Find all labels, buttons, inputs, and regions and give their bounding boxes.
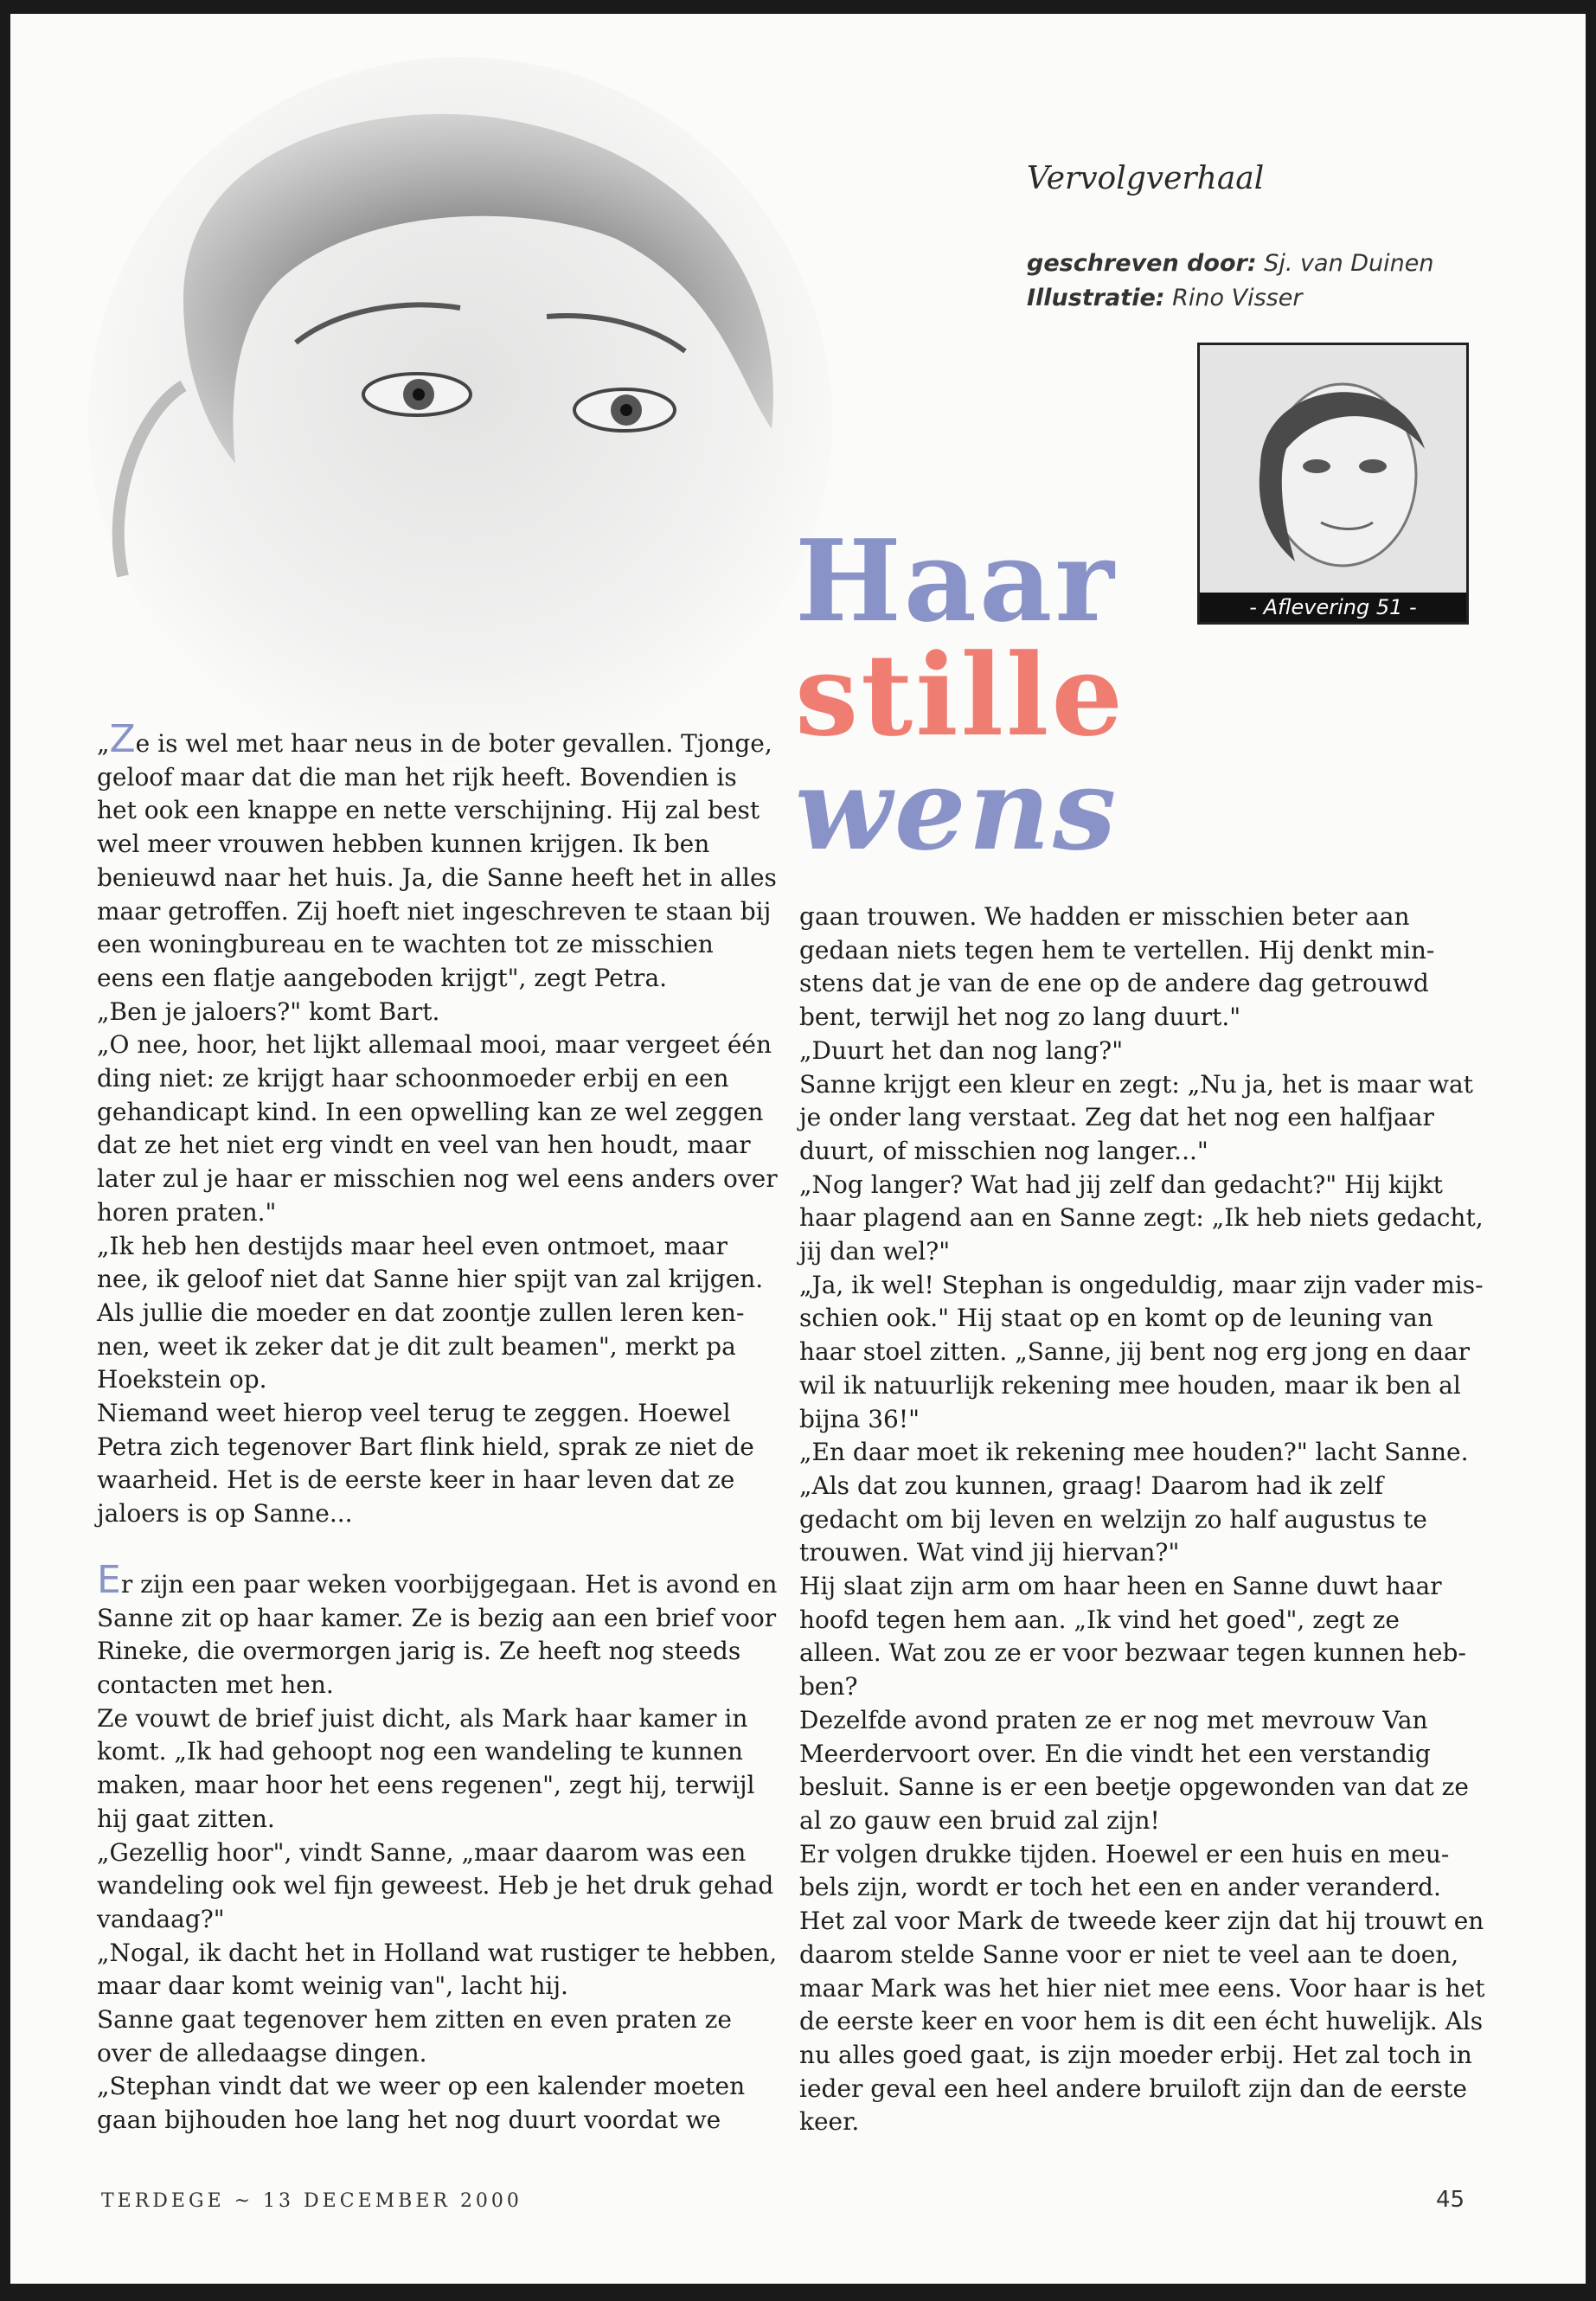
- text-line: geloof maar dat die man het rijk heeft. Bovendien is: [97, 762, 737, 792]
- text-column-right: [799, 901, 1485, 2139]
- text-line: maar Mark was het hier niet mee eens. Voor haar is het: [799, 1973, 1485, 2003]
- author-label: geschreven door:: [1027, 250, 1257, 277]
- text-line: de eerste keer en voor hem is dit een écht huwelijk. Als: [799, 2007, 1484, 2036]
- paragraph-block-1: [97, 717, 778, 1531]
- magazine-page: [10, 14, 1586, 2284]
- text-line: „Duurt het dan nog lang?": [799, 1035, 1124, 1065]
- text-line: wandeling ook wel fijn geweest. Heb je het druk gehad: [97, 1871, 774, 1900]
- episode-label: - Aflevering 51 -: [1200, 593, 1466, 622]
- illustrator-credit: [1027, 281, 1434, 316]
- text-line: dat ze het niet erg vindt en veel van hen houdt, maar: [97, 1131, 751, 1160]
- text-column-left: [97, 717, 778, 2138]
- drop-cap: Z: [109, 717, 136, 761]
- story-title: [795, 515, 1126, 875]
- episode-thumbnail: [1197, 343, 1469, 625]
- text-line: al zo gauw een bruid zal zijn!: [799, 1805, 1160, 1835]
- text-line: over de alledaagse dingen.: [97, 2038, 427, 2067]
- paragraph-block-2: [97, 1557, 778, 2138]
- text-line: Het zal voor Mark de tweede keer zijn dat hij trouwt en: [799, 1907, 1484, 1936]
- text-line: maar getroffen. Zij hoeft niet ingeschreven te staan bij: [97, 896, 772, 926]
- text-line: gaan trouwen. We hadden er misschien beter aan: [799, 902, 1410, 931]
- text-line: Sanne zit op haar kamer. Ze is bezig aan een brief voor: [97, 1603, 777, 1632]
- text-line: daarom stelde Sanne voor er niet te veel aan te doen,: [799, 1939, 1459, 1969]
- text-line: Dezelfde avond praten ze er nog met mevrouw Van: [799, 1705, 1428, 1734]
- text-line: „Ik heb hen destijds maar heel even ontmoet, maar: [97, 1231, 727, 1260]
- paragraph-gap: [97, 1531, 772, 1564]
- text-line: „Nog langer? Wat had jij zelf dan gedacht?" Hij kijkt: [799, 1170, 1443, 1199]
- text-line: Er zijn een paar weken voorbijgegaan. Het is avond en: [97, 1557, 778, 1602]
- text-line: het ook een knappe en nette verschijning. Hij zal best: [97, 796, 760, 825]
- text-line: gedaan niets tegen hem te vertellen. Hij denkt min-: [799, 935, 1435, 965]
- text-line: Petra zich tegenover Bart flink hield, sprak ze niet de: [97, 1432, 754, 1461]
- text-line: ding niet: ze krijgt haar schoonmoeder erbij en een: [97, 1064, 729, 1093]
- text-line: ieder geval een heel andere bruiloft zijn dan de eerste: [799, 2073, 1467, 2103]
- text-line: „En daar moet ik rekening mee houden?" lacht Sanne.: [799, 1438, 1469, 1467]
- text-line: later zul je haar er misschien nog wel eens anders over: [97, 1164, 778, 1194]
- footer-publication: TERDEGE ~ 13 DECEMBER 2000: [101, 2190, 522, 2212]
- author-credit: [1027, 247, 1434, 281]
- section-kicker: Vervolgverhaal: [1027, 161, 1265, 196]
- text-line: horen praten.": [97, 1197, 277, 1227]
- article-header: [1027, 161, 1434, 316]
- text-line: Hoekstein op.: [97, 1365, 267, 1394]
- text-line: duurt, of misschien nog langer...": [799, 1136, 1208, 1165]
- title-line-1: Haar: [795, 515, 1117, 647]
- text-line: stens dat je van de ene op de andere dag getrouwd: [799, 969, 1429, 998]
- paragraph-block-3: [799, 901, 1485, 2139]
- text-line: ben?: [799, 1672, 858, 1702]
- text-line: nu alles goed gaat, is zijn moeder erbij. Het zal toch in: [799, 2040, 1472, 2069]
- text-line: maken, maar hoor het eens regenen", zegt hij, terwijl: [97, 1771, 755, 1800]
- text-line: bent, terwijl het nog zo lang duurt.": [799, 1003, 1241, 1032]
- title-line-3: wens: [795, 743, 1119, 875]
- text-line: maar daar komt weinig van", lacht hij.: [97, 1971, 568, 2001]
- text-line: haar plagend aan en Sanne zegt: „Ik heb niets gedacht,: [799, 1203, 1484, 1233]
- text-line: trouwen. Wat vind jij hiervan?": [799, 1538, 1180, 1567]
- text-line: besluit. Sanne is er een beetje opgewonden van dat ze: [799, 1772, 1469, 1802]
- text-line: „Gezellig hoor", vindt Sanne, „maar daarom was een: [97, 1837, 747, 1867]
- portrait-illustration: [10, 14, 841, 792]
- text-line: waarheid. Het is de eerste keer in haar leven dat ze: [97, 1465, 735, 1495]
- text-line: Ze vouwt de brief juist dicht, als Mark haar kamer in: [97, 1703, 748, 1733]
- text-line: bijna 36!": [799, 1404, 920, 1433]
- text-line: Hij slaat zijn arm om haar heen en Sanne duwt haar: [799, 1572, 1442, 1601]
- text-line: Als jullie die moeder en dat zoontje zullen leren ken-: [97, 1298, 745, 1327]
- text-line: contacten met hen.: [97, 1670, 334, 1699]
- text-line: nen, weet ik zeker dat je dit zult beamen", merkt pa: [97, 1331, 736, 1361]
- text-line: haar stoel zitten. „Sanne, jij bent nog erg jong en daar: [799, 1337, 1471, 1367]
- text-line: benieuwd naar het huis. Ja, die Sanne heeft het in alles: [97, 862, 777, 892]
- text-line: gedacht om bij leven en welzijn zo half augustus te: [799, 1504, 1427, 1534]
- text-line: Niemand weet hierop veel terug te zeggen. Hoewel: [97, 1399, 731, 1428]
- page-number: 45: [1436, 2187, 1465, 2213]
- text-line: Meerdervoort over. En die vindt het een verstandig: [799, 1739, 1431, 1768]
- drop-cap: E: [97, 1557, 121, 1602]
- text-line: wel meer vrouwen hebben kunnen krijgen. Ik ben: [97, 830, 710, 859]
- thumbnail-portrait: [1200, 345, 1466, 596]
- text-line: „O nee, hoor, het lijkt allemaal mooi, maar vergeet één: [97, 1030, 772, 1060]
- text-line: vandaag?": [97, 1904, 225, 1933]
- text-line: gaan bijhouden hoe lang het nog duurt voordat we: [97, 2106, 721, 2135]
- text-line: gehandicapt kind. In een opwelling kan ze wel zeggen: [97, 1097, 764, 1126]
- illustrator-label: Illustratie:: [1027, 285, 1165, 311]
- text-line: wil ik natuurlijk rekening mee houden, maar ik ben al: [799, 1370, 1461, 1400]
- illustrator-name: Rino Visser: [1172, 285, 1303, 311]
- text-line: je onder lang verstaat. Zeg dat het nog een halfjaar: [799, 1103, 1434, 1132]
- text-line: „Ben je jaloers?" komt Bart.: [97, 997, 440, 1026]
- text-line: komt. „Ik had gehoopt nog een wandeling te kunnen: [97, 1737, 743, 1766]
- text-line: alleen. Wat zou ze er voor bezwaar tegen kunnen heb-: [799, 1638, 1466, 1668]
- title-line-2: stille: [795, 629, 1126, 761]
- text-line: keer.: [799, 2107, 860, 2137]
- text-line: hij gaat zitten.: [97, 1804, 275, 1833]
- text-line: eens een flatje aangeboden krijgt", zegt Petra.: [97, 963, 668, 992]
- author-name: Sj. van Duinen: [1264, 250, 1434, 277]
- text-line: Sanne krijgt een kleur en zegt: „Nu ja, het is maar wat: [799, 1069, 1473, 1099]
- text-line: hoofd tegen hem aan. „Ik vind het goed", zegt ze: [799, 1605, 1400, 1634]
- text-line: Sanne gaat tegenover hem zitten en even praten ze: [97, 2005, 733, 2035]
- text-line: bels zijn, wordt er toch het een en ander veranderd.: [799, 1873, 1441, 1902]
- text-line: Er volgen drukke tijden. Hoewel er een huis en meu-: [799, 1839, 1450, 1868]
- text-line: jaloers is op Sanne...: [97, 1499, 353, 1529]
- text-line: „Ze is wel met haar neus in de boter gevallen. Tjonge,: [97, 717, 772, 761]
- text-line: schien ook." Hij staat op en komt op de leuning van: [799, 1304, 1433, 1333]
- text-line: een woningbureau en te wachten tot ze misschien: [97, 930, 714, 959]
- text-line: „Nogal, ik dacht het in Holland wat rustiger te hebben,: [97, 1938, 778, 1967]
- text-line: nee, ik geloof niet dat Sanne hier spijt van zal krijgen.: [97, 1265, 764, 1294]
- text-line: „Als dat zou kunnen, graag! Daarom had ik zelf: [799, 1471, 1384, 1500]
- text-line: jij dan wel?": [799, 1237, 951, 1266]
- text-line: „Stephan vindt dat we weer op een kalender moeten: [97, 2072, 746, 2101]
- text-line: Rineke, die overmorgen jarig is. Ze heeft nog steeds: [97, 1637, 741, 1666]
- text-line: „Ja, ik wel! Stephan is ongeduldig, maar zijn vader mis-: [799, 1270, 1484, 1299]
